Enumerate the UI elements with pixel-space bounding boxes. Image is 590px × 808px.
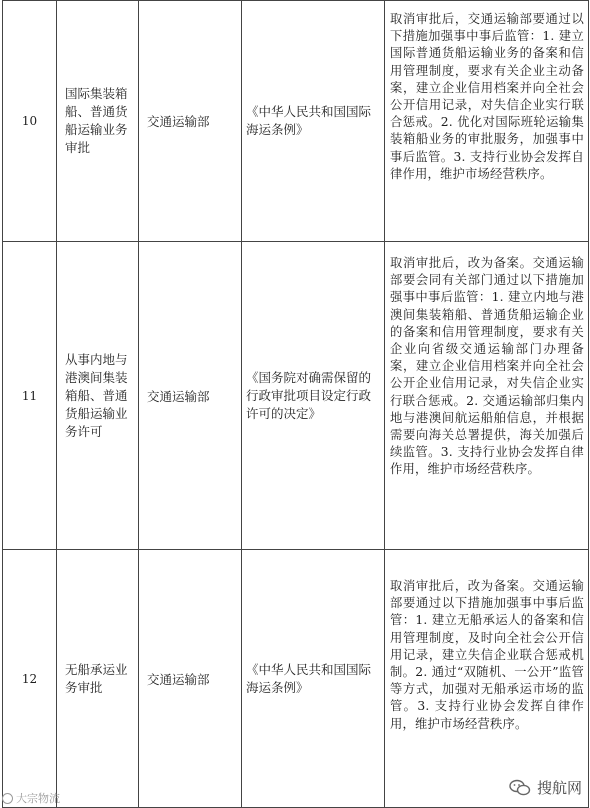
supervision-measures: 取消审批后，交通运输部要通过以下措施加强事中事后监管：1. 建立国际普通货船运输业务的备案和信用管理制度，要求有关企业主动备案，建立企业信用档案并向全社会公开信用记录，对失信企业实行联合惩戒。2. 优化对国际班轮运输集装箱船业务的审批服务，加强事中事后监管。3. 支持行业协会发挥自律作用，维护市场经营秩序。 — [385, 1, 589, 242]
watermark-right-text: 搜航网 — [536, 779, 582, 797]
responsible-department: 交通运输部 — [139, 550, 242, 808]
watermark-left-text: 大宗物流 — [16, 792, 60, 805]
responsible-department: 交通运输部 — [139, 242, 242, 550]
table-row — [3, 242, 589, 550]
wechat-logo-icon — [509, 779, 531, 797]
row-number: 12 — [3, 550, 57, 808]
responsible-department: 交通运输部 — [139, 1, 242, 242]
watermark-right — [509, 777, 582, 798]
approval-items-table — [2, 0, 589, 808]
table-row — [3, 550, 589, 808]
approval-item-name: 从事内地与港澳间集装箱船、普通货船运输业务许可 — [57, 242, 139, 550]
legal-basis: 《中华人民共和国国际海运条例》 — [242, 550, 385, 808]
approval-item-name: 无船承运业务审批 — [57, 550, 139, 808]
row-number: 10 — [3, 1, 57, 242]
table-row — [3, 1, 589, 242]
weibo-logo-icon — [2, 793, 13, 804]
supervision-measures: 取消审批后，改为备案。交通运输部要通过以下措施加强事中事后监管：1. 建立无船承运人的备案和信用管理制度，及时向全社会公开信用记录，建立失信企业联合惩戒机制。2. 通过“双随机、一公开”监管等方式，加强对无船承运市场的监管。3. 支持行业协会发挥自律作用，维护市场经营秩序。 — [385, 550, 589, 808]
legal-basis: 《国务院对确需保留的行政审批项目设定行政许可的决定》 — [242, 242, 385, 550]
watermark-left — [2, 790, 60, 806]
legal-basis: 《中华人民共和国国际海运条例》 — [242, 1, 385, 242]
approval-item-name: 国际集装箱船、普通货船运输业务审批 — [57, 1, 139, 242]
row-number: 11 — [3, 242, 57, 550]
supervision-measures: 取消审批后，改为备案。交通运输部要会同有关部门通过以下措施加强事中事后监管：1. 建立内地与港澳间集装箱船、普通货船运输企业的备案和信用管理制度，要求有关企业向省级交通运输部门办理备案，建立企业信用档案并向全社会公开企业信用记录，对失信企业实行联合惩戒。2. 交通运输部归集内地与港澳间航运船舶信息，并根据需要向海关总署提供，海关加强后续监管。3. 支持行业协会发挥自律作用，维护市场经营秩序。 — [385, 242, 589, 550]
